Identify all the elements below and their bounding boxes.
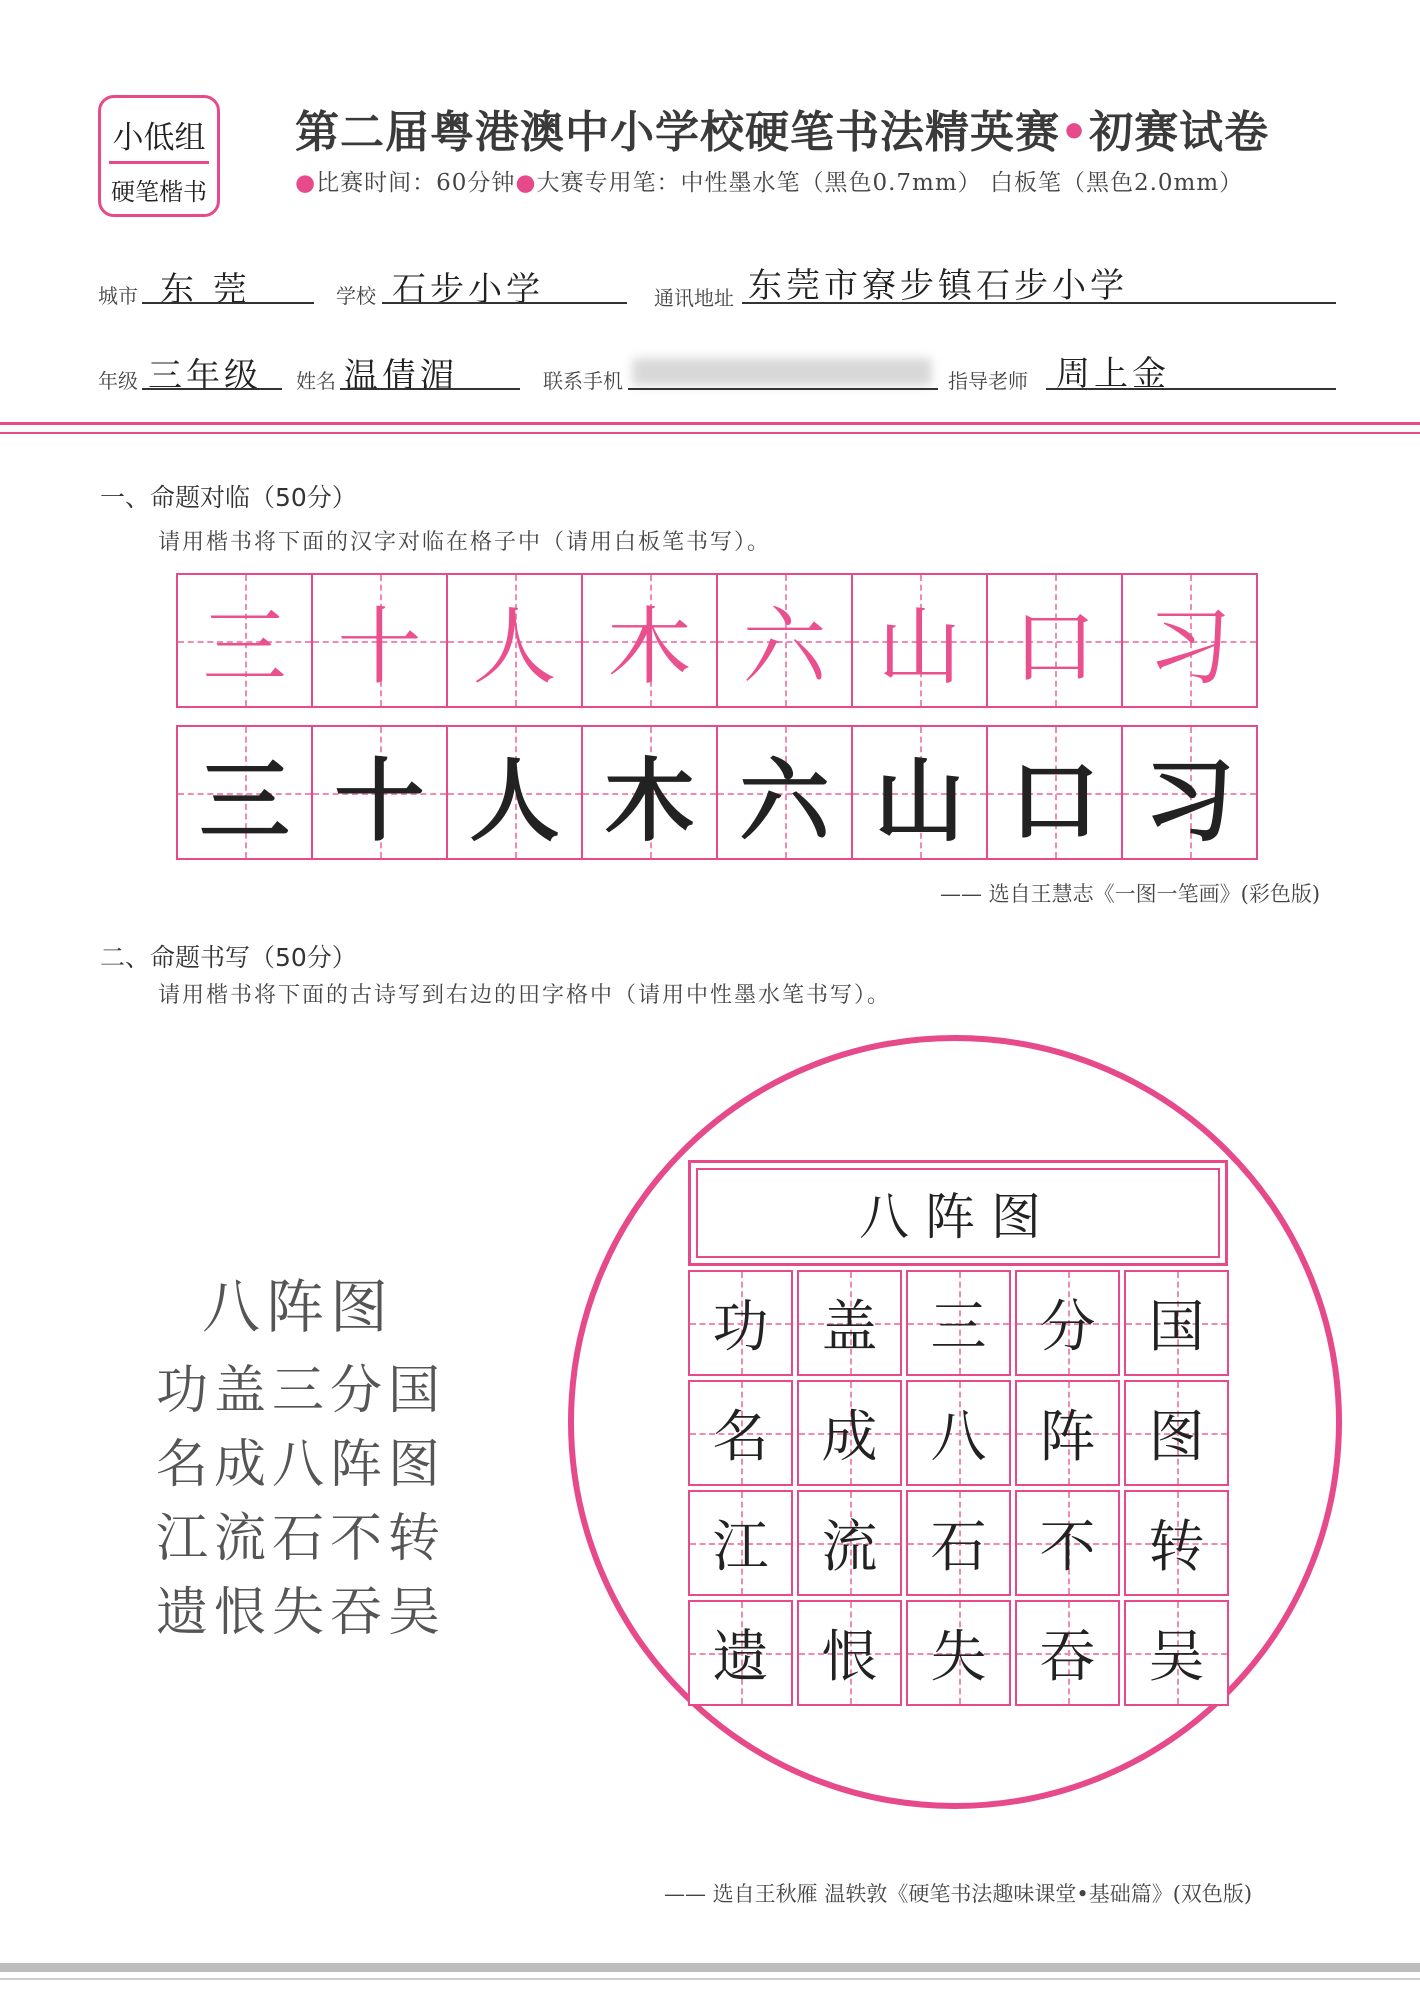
- poem-grid-char: 名: [712, 1405, 769, 1470]
- written-character-char: 习: [1144, 748, 1235, 854]
- written-character-cell: [716, 725, 853, 860]
- poem-line: 遗恨失吞吴: [156, 1583, 447, 1643]
- poem-grid-char: 三: [930, 1295, 987, 1360]
- section1-source: —— 选自王慧志《一图一笔画》(彩色版): [940, 882, 1321, 906]
- poem-line: 江流石不转: [156, 1509, 447, 1569]
- phone-redacted: [632, 358, 932, 386]
- address-underline: [742, 302, 1336, 304]
- model-character-char: 十: [337, 598, 422, 696]
- poem-title: 八阵图: [202, 1273, 395, 1341]
- poem-grid-char: 国: [1148, 1295, 1205, 1360]
- written-character-cell: [1121, 725, 1258, 860]
- poem-grid-cell: [1124, 1490, 1229, 1596]
- exam-title-tail: 初赛试卷: [1089, 107, 1270, 158]
- group-badge: [98, 95, 220, 217]
- exam-subtitle: [295, 164, 1243, 197]
- poem-line: 功盖三分国: [156, 1361, 447, 1421]
- exam-duration: 比赛时间：60分钟: [316, 170, 516, 196]
- grade-value[interactable]: 三年级: [148, 356, 262, 396]
- poem-grid-char: 失: [930, 1625, 987, 1690]
- model-character-cell: [311, 573, 448, 708]
- grade-label: 年级: [98, 369, 138, 393]
- section1-instruction: 请用楷书将下面的汉字对临在格子中（请用白板笔书写）。: [158, 530, 772, 555]
- city-label: 城市: [98, 284, 138, 308]
- poem-grid-char: 石: [930, 1515, 987, 1580]
- model-character-cell: [581, 573, 718, 708]
- school-underline: [382, 302, 627, 304]
- badge-category-label: 硬笔楷书: [111, 178, 207, 206]
- model-character-cell: [446, 573, 583, 708]
- poem-grid-cell: [1124, 1600, 1229, 1706]
- written-title-box: [688, 1160, 1228, 1266]
- written-poem-title: 八阵图: [696, 1168, 1220, 1258]
- poem-grid-cell: [1015, 1600, 1120, 1706]
- poem-grid-cell: [906, 1600, 1011, 1706]
- model-character-char: 习: [1147, 598, 1232, 696]
- poem-grid-char: 成: [821, 1405, 878, 1470]
- poem-grid-cell: [797, 1600, 902, 1706]
- section2-instruction: 请用楷书将下面的古诗写到右边的田字格中（请用中性墨水笔书写）。: [158, 983, 892, 1008]
- poem-grid-cell: [1015, 1270, 1120, 1376]
- poem-grid-char: 吴: [1148, 1625, 1205, 1690]
- model-character-cell: [1121, 573, 1258, 708]
- phone-underline: [628, 388, 938, 390]
- section2-source: —— 选自王秋雁 温轶敦《硬笔书法趣味课堂•基础篇》(双色版): [664, 1882, 1253, 1906]
- model-character-char: 木: [607, 598, 692, 696]
- model-character-cell: [176, 573, 313, 708]
- poem-line: 名成八阵图: [156, 1435, 447, 1495]
- model-character-char: 六: [742, 598, 827, 696]
- written-character-char: 三: [199, 748, 290, 854]
- written-character-char: 山: [874, 748, 965, 854]
- poem-grid-char: 盖: [821, 1295, 878, 1360]
- poem-grid-cell: [906, 1490, 1011, 1596]
- model-character-char: 口: [1012, 598, 1097, 696]
- poem-grid-cell: [1015, 1380, 1120, 1486]
- written-character-char: 口: [1009, 748, 1100, 854]
- written-character-cell: [986, 725, 1123, 860]
- grade-underline: [142, 388, 282, 390]
- written-character-cell: [581, 725, 718, 860]
- poem-grid-cell: [688, 1490, 793, 1596]
- footer-bar: [0, 1963, 1420, 1972]
- poem-grid-cell: [688, 1600, 793, 1706]
- address-label: 通讯地址: [654, 286, 734, 310]
- poem-grid-cell: [1124, 1270, 1229, 1376]
- poem-grid-char: 八: [930, 1405, 987, 1470]
- written-character-char: 木: [604, 748, 695, 854]
- name-underline: [340, 388, 520, 390]
- header-separator: [0, 422, 1420, 425]
- written-character-cell: [851, 725, 988, 860]
- poem-grid-cell: [688, 1380, 793, 1486]
- badge-divider: [109, 161, 209, 164]
- poem-grid-char: 功: [712, 1295, 769, 1360]
- written-character-char: 十: [334, 748, 425, 854]
- city-underline: [142, 302, 314, 304]
- written-character-cell: [176, 725, 313, 860]
- model-character-char: 人: [472, 598, 557, 696]
- header-separator-thin: [0, 432, 1420, 434]
- section1-title: 一、命题对临（50分）: [100, 483, 357, 512]
- exam-title: [295, 96, 1269, 160]
- poem-grid-cell: [1124, 1380, 1229, 1486]
- city-value[interactable]: 东 莞: [160, 270, 251, 310]
- school-value[interactable]: 石步小学: [392, 270, 544, 310]
- model-character-cell: [716, 573, 853, 708]
- poem-grid-cell: [1015, 1490, 1120, 1596]
- poem-grid-char: 转: [1148, 1515, 1205, 1580]
- model-character-char: 山: [877, 598, 962, 696]
- poem-grid-cell: [906, 1270, 1011, 1376]
- teacher-label: 指导老师: [948, 369, 1028, 393]
- address-value[interactable]: 东莞市寮步镇石步小学: [748, 266, 1128, 306]
- teacher-underline: [1046, 388, 1336, 390]
- poem-grid-char: 恨: [821, 1625, 878, 1690]
- exam-title-main: 第二届粤港澳中小学校硬笔书法精英赛: [295, 107, 1060, 158]
- poem-grid-char: 分: [1039, 1295, 1096, 1360]
- poem-grid-char: 不: [1039, 1515, 1096, 1580]
- title-dot: •: [1060, 107, 1090, 158]
- poem-grid-cell: [797, 1380, 902, 1486]
- poem-grid-char: 图: [1148, 1405, 1205, 1470]
- school-label: 学校: [336, 284, 376, 308]
- pen-requirement: 大赛专用笔：中性墨水笔（黑色0.7mm） 白板笔（黑色2.0mm）: [536, 170, 1244, 196]
- poem-grid-cell: [797, 1270, 902, 1376]
- poem-grid-cell: [688, 1270, 793, 1376]
- poem-grid-char: 吞: [1039, 1625, 1096, 1690]
- poem-grid-cell: [797, 1490, 902, 1596]
- model-character-cell: [986, 573, 1123, 708]
- badge-group-label: 小低组: [112, 120, 206, 156]
- poem-grid-char: 流: [821, 1515, 878, 1580]
- section2-title: 二、命题书写（50分）: [100, 943, 357, 972]
- phone-label: 联系手机: [543, 369, 623, 393]
- written-character-char: 人: [469, 748, 560, 854]
- poem-grid-char: 江: [712, 1515, 769, 1580]
- poem-grid-char: 遗: [712, 1625, 769, 1690]
- subtitle-bullet: ●: [515, 170, 537, 196]
- poem-grid-cell: [906, 1380, 1011, 1486]
- teacher-value[interactable]: 周上金: [1056, 354, 1170, 394]
- written-character-char: 六: [739, 748, 830, 854]
- model-character-cell: [851, 573, 988, 708]
- written-character-cell: [446, 725, 583, 860]
- written-character-cell: [311, 725, 448, 860]
- poem-grid-char: 阵: [1039, 1405, 1096, 1470]
- name-value[interactable]: 温倩湄: [344, 356, 458, 396]
- subtitle-bullet: ●: [295, 170, 317, 196]
- name-label: 姓名: [296, 369, 336, 393]
- model-character-char: 三: [202, 598, 287, 696]
- footer-line: [0, 1978, 1420, 1980]
